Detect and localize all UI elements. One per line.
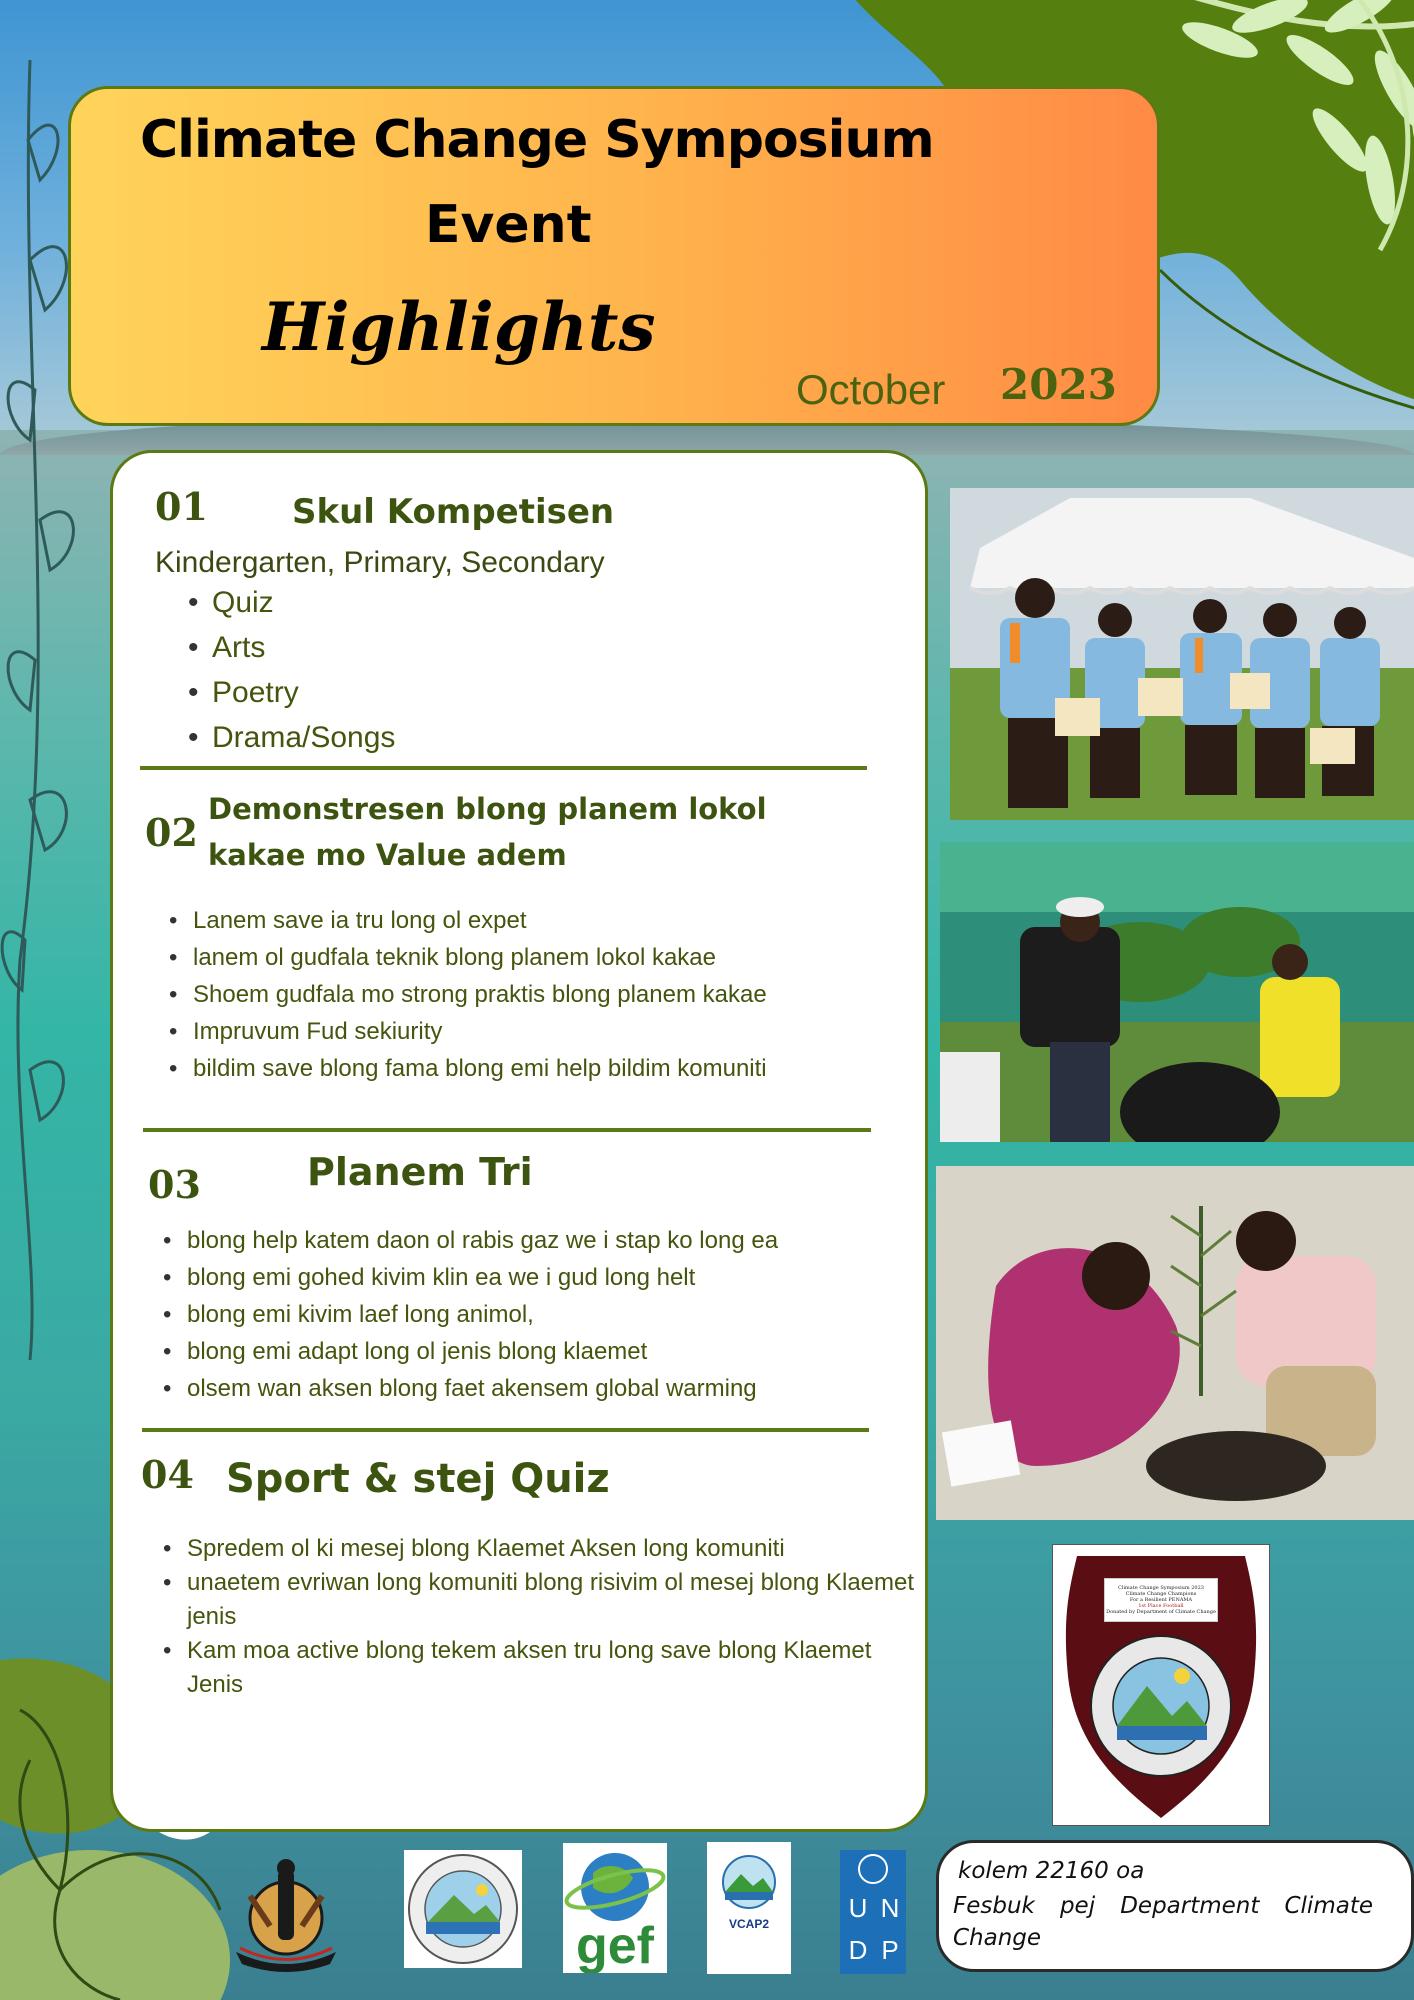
students-photo xyxy=(950,488,1414,820)
section-number: 02 xyxy=(145,810,198,855)
undp-logo xyxy=(840,1850,906,1974)
section-divider xyxy=(143,1128,871,1132)
undp-letter: U xyxy=(848,1892,868,1923)
tree-planting-photo xyxy=(936,1166,1414,1520)
section-subtitle: Kindergarten, Primary, Secondary xyxy=(155,546,605,579)
vcap2-logo xyxy=(707,1842,791,1974)
section-title: Skul Kompetisen xyxy=(292,492,615,532)
gef-logo-text: gef xyxy=(576,1917,654,1973)
list-item: • Kam moa active blong tekem aksen tru long save blong Klaemet Jenis xyxy=(187,1634,927,1702)
title-line-2: Event xyxy=(425,195,592,255)
section-number: 04 xyxy=(141,1452,194,1497)
list-item: • blong help katem daon ol rabis gaz we i stap ko long ea xyxy=(187,1222,778,1259)
list-item: • Impruvum Fud sekiurity xyxy=(193,1013,767,1050)
list-item: • blong emi adapt long ol jenis blong klaemet xyxy=(187,1333,778,1370)
list-item: • Poetry xyxy=(212,670,395,715)
section-title: Planem Tri xyxy=(307,1150,533,1194)
section-list xyxy=(187,1222,778,1407)
title-line-1: Climate Change Symposium xyxy=(140,110,934,170)
list-item: • Drama/Songs xyxy=(212,715,395,760)
contact-facebook: Fesbuk pej Department Climate Change xyxy=(953,1893,1373,1951)
gef-logo xyxy=(563,1843,667,1973)
section-number: 03 xyxy=(148,1162,201,1207)
list-item: • Arts xyxy=(212,625,395,670)
list-item: • Shoem gudfala mo strong praktis blong planem kakae xyxy=(193,976,767,1013)
plaque-text: Climate Change Champions xyxy=(1125,1591,1197,1597)
undp-letter: N xyxy=(880,1892,900,1923)
contact-phone: kolem 22160 oa xyxy=(958,1858,1145,1884)
list-item: • blong emi gohed kivim klin ea we i gud long helt xyxy=(187,1259,778,1296)
list-item: • unaetem evriwan long komuniti blong risivim ol mesej blong Klaemet jenis xyxy=(187,1566,927,1634)
plaque-text: Climate Change Symposium 2023 xyxy=(1118,1585,1204,1591)
section-list xyxy=(212,580,395,760)
date-month: October xyxy=(796,366,946,413)
undp-letter: P xyxy=(881,1934,899,1965)
section-number: 01 xyxy=(155,484,208,529)
section-divider xyxy=(142,1428,869,1432)
plaque-text: Donated by Department of Climate Change xyxy=(1106,1609,1216,1615)
undp-letter: D xyxy=(848,1934,868,1965)
section-divider xyxy=(140,766,867,770)
section-list xyxy=(193,902,767,1087)
un-emblem-icon xyxy=(858,1854,888,1884)
vcap2-logo-text: VCAP2 xyxy=(728,1917,770,1931)
section-title: Sport & stej Quiz xyxy=(226,1456,610,1502)
department-climate-change-logo xyxy=(404,1850,522,1968)
section-list xyxy=(187,1532,927,1702)
plaque-inscription xyxy=(1104,1578,1218,1622)
plaque-text: 1st Place Football xyxy=(1138,1603,1184,1609)
date-year: 2023 xyxy=(1000,360,1117,409)
list-item: • lanem ol gudfala teknik blong planem lokol kakae xyxy=(193,939,767,976)
list-item: • bildim save blong fama blong emi help bildim komuniti xyxy=(193,1050,767,1087)
list-item: • Quiz xyxy=(212,580,395,625)
list-item: • Spredem ol ki mesej blong Klaemet Aksen long komuniti xyxy=(187,1532,927,1566)
list-item: • blong emi kivim laef long animol, xyxy=(187,1296,778,1333)
plaque-text: For a Resilient PENAMA xyxy=(1129,1597,1193,1603)
title-highlights: Highlights xyxy=(262,288,656,366)
vanuatu-coat-of-arms-logo xyxy=(230,1856,342,1976)
list-item: • olsem wan aksen blong faet akensem global warming xyxy=(187,1370,778,1407)
cacao-demo-photo xyxy=(940,842,1414,1142)
list-item: • Lanem save ia tru long ol expet xyxy=(193,902,767,939)
section-title: Demonstresen blong planem lokol kakae mo Value adem xyxy=(208,792,767,872)
